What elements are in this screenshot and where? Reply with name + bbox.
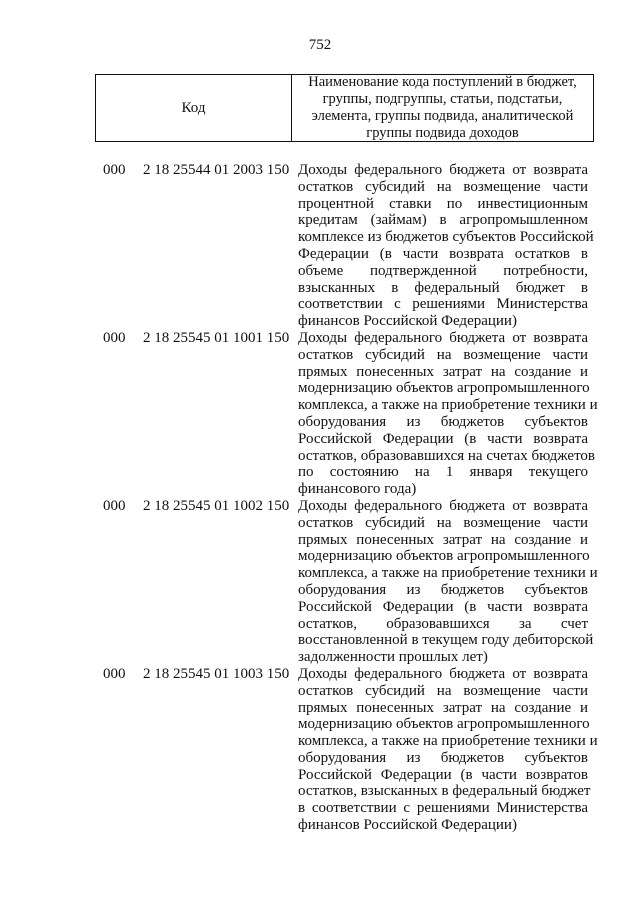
description-line: прямых понесенных затрат на создание и	[298, 531, 588, 548]
description-line: модернизацию объектов агропромышленного	[298, 548, 590, 565]
table-body	[0, 162, 640, 834]
description-line: соответствии с решениями Министерства	[298, 296, 588, 313]
admin-code: 000	[103, 665, 126, 682]
description-line: Российской Федерации (в части возвратов	[298, 766, 588, 783]
description-line: прямых понесенных затрат на создание и	[298, 363, 588, 380]
revenue-description	[298, 665, 598, 834]
revenue-description	[298, 497, 598, 666]
revenue-code: 2 18 25545 01 1002 150	[143, 497, 290, 514]
description-line: Федерации (в части возврата остатков в	[298, 245, 588, 262]
description-line: кредитам (займам) в агропромышленном	[298, 212, 588, 229]
revenue-code: 2 18 25545 01 1001 150	[143, 329, 290, 346]
description-line: задолженности прошлых лет)	[298, 649, 488, 666]
admin-code: 000	[103, 329, 126, 346]
revenue-code: 2 18 25544 01 2003 150	[143, 162, 290, 178]
table-row	[0, 498, 640, 666]
description-line: модернизацию объектов агропромышленного	[298, 380, 590, 397]
description-line: оборудования из бюджетов субъектов	[298, 749, 588, 766]
description-line: взысканных в федеральный бюджет в	[298, 279, 588, 296]
description-line: остатков субсидий на возмещение части	[298, 682, 588, 699]
description-line: комплекса, а также на приобретение техники и	[298, 397, 598, 414]
header-code-cell: Код	[96, 75, 292, 141]
description-line: финансового года)	[298, 481, 417, 498]
description-line: остатков субсидий на возмещение части	[298, 178, 588, 195]
description-line: процентной ставки по инвестиционным	[298, 195, 588, 212]
description-line: объеме подтвержденной потребности,	[298, 262, 588, 279]
description-line: Доходы федерального бюджета от возврата	[298, 497, 588, 514]
table-header	[95, 74, 594, 142]
description-line: остатков, взысканных в федеральный бюджет	[298, 783, 591, 800]
description-line: Доходы федерального бюджета от возврата	[298, 665, 588, 682]
table-row	[0, 162, 640, 330]
revenue-code: 2 18 25545 01 1003 150	[143, 665, 290, 682]
revenue-description	[298, 329, 598, 498]
description-line: оборудования из бюджетов субъектов	[298, 413, 588, 430]
page-number: 752	[308, 37, 332, 53]
description-line: в соответствии с решениями Министерства	[298, 800, 588, 817]
description-line: по состоянию на 1 января текущего	[298, 464, 588, 481]
revenue-description	[298, 162, 594, 330]
description-line: оборудования из бюджетов субъектов	[298, 581, 588, 598]
description-line: Доходы федерального бюджета от возврата	[298, 162, 588, 178]
admin-code: 000	[103, 497, 126, 514]
description-line: остатков, образовавшихся за счет	[298, 615, 588, 632]
description-line: восстановленной в текущем году дебиторской	[298, 632, 594, 649]
description-line: остатков субсидий на возмещение части	[298, 346, 588, 363]
description-line: прямых понесенных затрат на создание и	[298, 699, 588, 716]
description-line: Российской Федерации (в части возврата	[298, 430, 588, 447]
description-line: модернизацию объектов агропромышленного	[298, 716, 590, 733]
description-line: остатков субсидий на возмещение части	[298, 514, 588, 531]
description-line: Российской Федерации (в части возврата	[298, 598, 588, 615]
description-line: финансов Российской Федерации)	[298, 313, 517, 330]
description-line: остатков, образовавшихся на счетах бюджетов	[298, 447, 596, 464]
table-row	[0, 666, 640, 834]
description-line: комплекса, а также на приобретение техники и	[298, 733, 598, 750]
description-line: финансов Российской Федерации)	[298, 817, 517, 834]
description-line: комплекса, а также на приобретение техники и	[298, 565, 598, 582]
description-line: Доходы федерального бюджета от возврата	[298, 329, 588, 346]
header-name-cell: Наименование кода поступлений в бюджет, группы, подгруппы, статьи, подстатьи, элемента, группы подвида, аналитической группы подвида доходов	[308, 74, 577, 141]
table-row	[0, 330, 640, 498]
admin-code: 000	[103, 162, 126, 178]
description-line: комплексе из бюджетов субъектов Российской	[298, 229, 594, 246]
